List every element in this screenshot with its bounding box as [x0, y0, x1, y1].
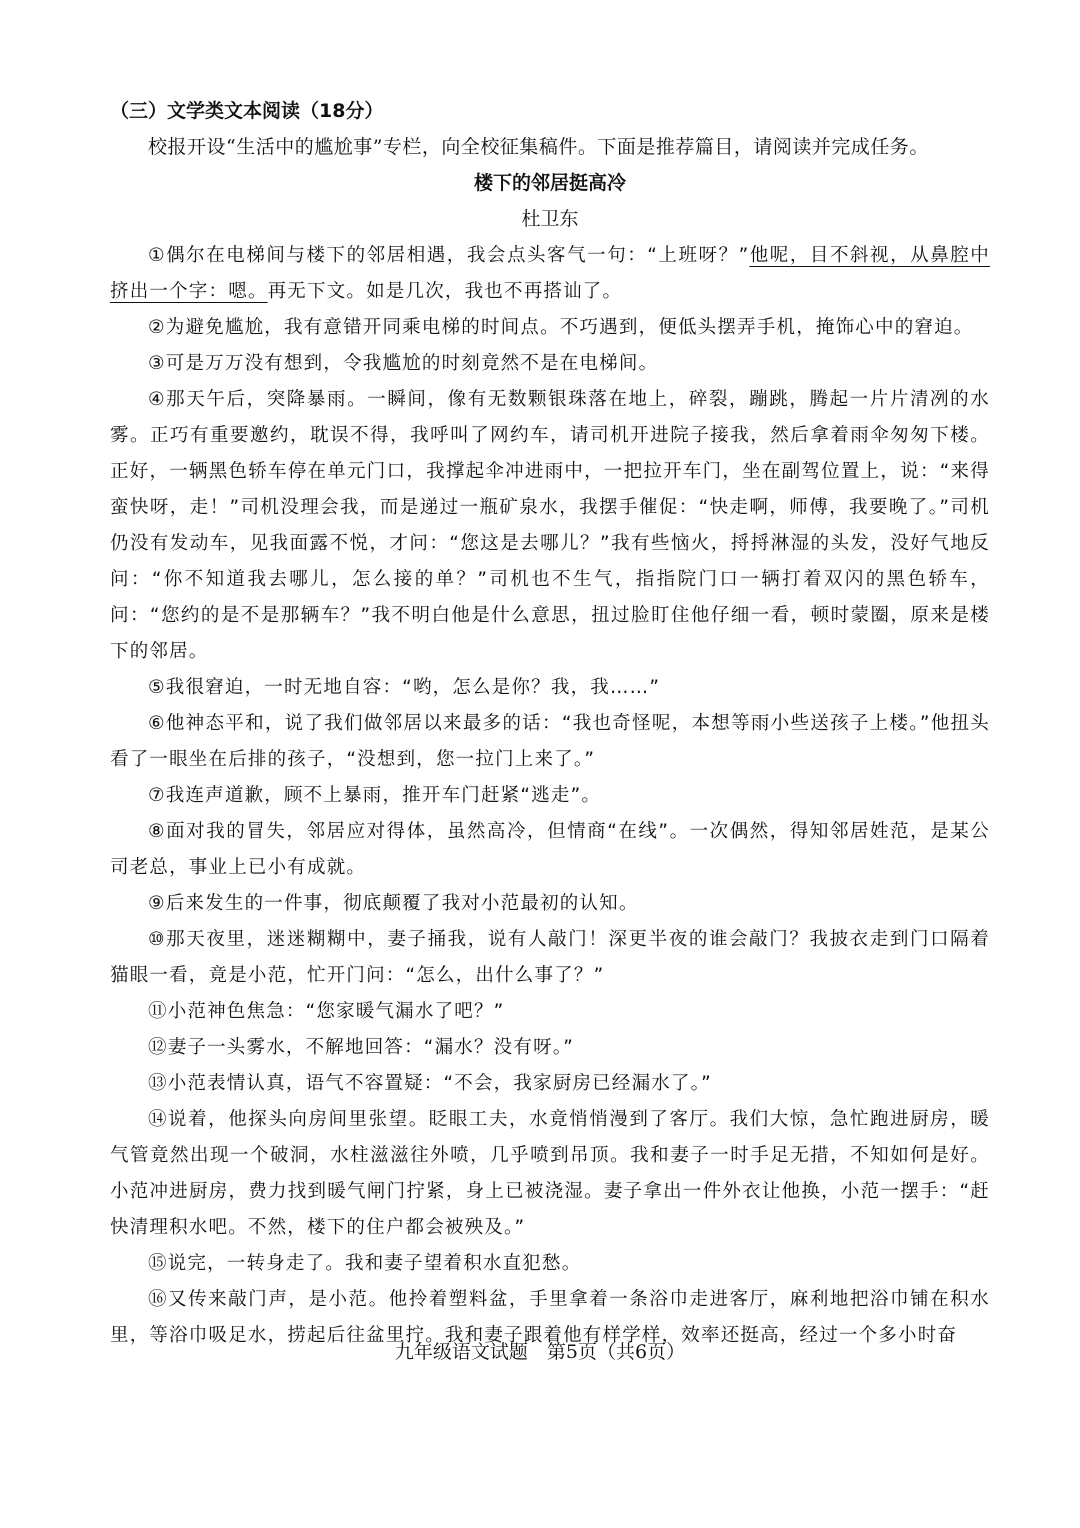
- paragraph-9: ⑨后来发生的一件事，彻底颠覆了我对小范最初的认知。: [148, 893, 639, 914]
- article-author: 杜卫东: [521, 208, 579, 230]
- paragraph-1-lead: ①偶尔在电梯间与楼下的邻居相遇，我会点头客气一句：“上班呀？”: [148, 245, 750, 266]
- paragraph-10: ⑩那天夜里，迷迷糊糊中，妻子捅我，说有人敲门！深更半夜的谁会敲门？我披衣走到门口隔着猫眼一看，竟是小范，忙开门问：“怎么，出什么事了？”: [110, 929, 990, 986]
- paragraph-13: ⑬小范表情认真，语气不容置疑：“不会，我家厨房已经漏水了。”: [148, 1073, 712, 1094]
- exam-page: [110, 96, 990, 1354]
- paragraph-7: ⑦我连声道歉，顾不上暴雨，推开车门赶紧“逃走”。: [148, 785, 602, 806]
- underlined-sentence: 他呢，目不斜视，从鼻腔中挤出一个字：嗯。: [110, 245, 990, 302]
- paragraph-4: ④那天午后，突降暴雨。一瞬间，像有无数颗银珠落在地上，碎裂，蹦跳，腾起一片片清冽的水雾。正巧有重要邀约，耽误不得，我呼叫了网约车，请司机开进院子接我，然后拿着雨伞匆匆下楼。正好，一辆黑色轿车停在单元门口，我撑起伞冲进雨中，一把拉开车门，坐在副驾位置上，说：“来得蛮快呀，走！”司机没理会我，而是递过一瓶矿泉水，我摆手催促：“快走啊，师傅，我要晚了。”司机仍没有发动车，见我面露不悦，才问：“您这是去哪儿？”我有些恼火，捋捋淋湿的头发，没好气地反问：“你不知道我去哪儿，怎么接的单？”司机也不生气，指指院门口一辆打着双闪的黑色轿车，问：“您约的是不是那辆车？”我不明白他是什么意思，扭过脸盯住他仔细一看，顿时蒙圈，原来是楼下的邻居。: [110, 389, 990, 662]
- paragraph-12: ⑫妻子一头雾水，不解地回答：“漏水？没有呀。”: [148, 1037, 575, 1058]
- paragraph-1-tail: 再无下文。如是几次，我也不再搭讪了。: [267, 281, 623, 302]
- paragraph-5: ⑤我很窘迫，一时无地自容：“哟，怎么是你？我，我……”: [148, 677, 661, 698]
- article-title: 楼下的邻居挺高冷: [473, 172, 626, 194]
- paragraph-1: [110, 238, 990, 310]
- paragraph-6: ⑥他神态平和，说了我们做邻居以来最多的话：“我也奇怪呢，本想等雨小些送孩子上楼。”他扭头看了一眼坐在后排的孩子，“没想到，您一拉门上来了。”: [110, 713, 990, 770]
- page-footer: 九年级语文试题 第5页（共6页）: [394, 1341, 686, 1363]
- paragraph-8: ⑧面对我的冒失，邻居应对得体，虽然高冷，但情商“在线”。一次偶然，得知邻居姓范，是某公司老总，事业上已小有成就。: [110, 821, 990, 878]
- paragraph-15: ⑮说完，一转身走了。我和妻子望着积水直犯愁。: [148, 1253, 582, 1274]
- task-intro: 校报开设“生活中的尴尬事”专栏，向全校征集稿件。下面是推荐篇目，请阅读并完成任务。: [148, 136, 929, 158]
- paragraph-3: ③可是万万没有想到，令我尴尬的时刻竟然不是在电梯间。: [148, 353, 659, 374]
- paragraph-14: ⑭说着，他探头向房间里张望。眨眼工夫，水竟悄悄漫到了客厅。我们大惊，急忙跑进厨房，暖气管竟然出现一个破洞，水柱滋滋往外喷，几乎喷到吊顶。我和妻子一时手足无措，不知如何是好。小范冲进厨房，费力找到暖气闸门拧紧，身上已被浇湿。妻子拿出一件外衣让他换，小范一摆手：“赶快清理积水吧。不然，楼下的住户都会被殃及。”: [110, 1109, 990, 1238]
- paragraph-2: ②为避免尴尬，我有意错开同乘电梯的时间点。不巧遇到，便低头摆弄手机，掩饰心中的窘迫。: [148, 317, 974, 338]
- section-heading: （三）文学类文本阅读（18分）: [110, 100, 384, 122]
- paragraph-16: ⑯又传来敲门声，是小范。他拎着塑料盆，手里拿着一条浴巾走进客厅，麻利地把浴巾铺在积水里，等浴巾吸足水，捞起后往盆里拧。我和妻子跟着他有样学样，效率还挺高，经过一个多小时奋: [110, 1289, 990, 1346]
- paragraph-11: ⑪小范神色焦急：“您家暖气漏水了吧？”: [148, 1001, 505, 1022]
